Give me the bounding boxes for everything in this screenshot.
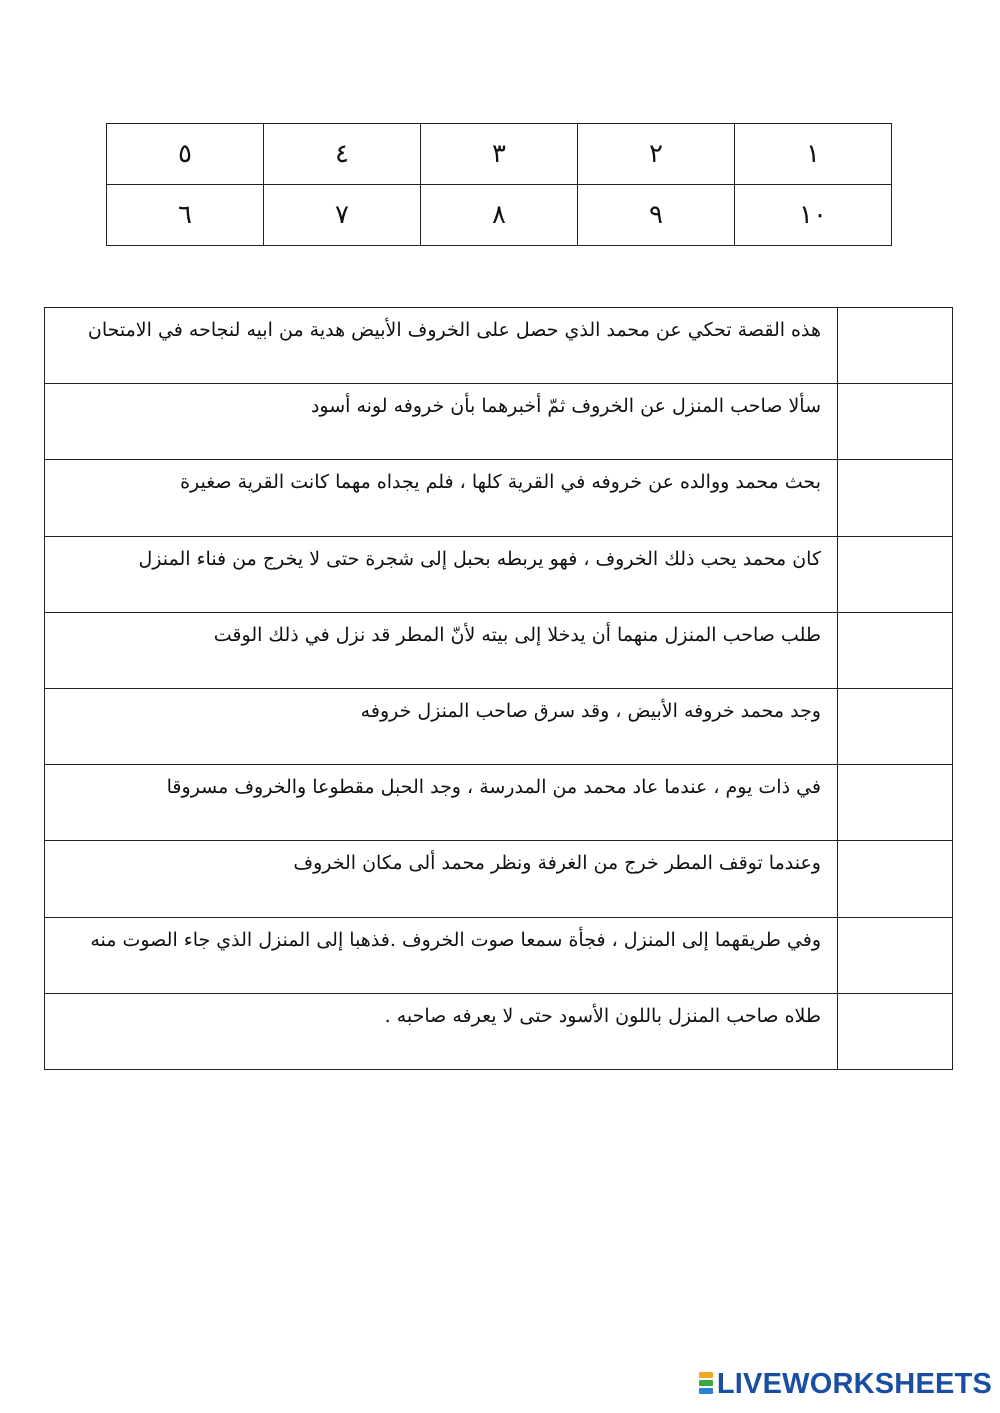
sentence-text: طلب صاحب المنزل منهما أن يدخلا إلى بيته لأنّ المطر قد نزل في ذلك الوقت — [45, 612, 838, 688]
number-grid — [106, 123, 892, 246]
liveworksheets-logo — [699, 1369, 992, 1399]
number-cell: ٩ — [578, 185, 735, 246]
number-cell: ٣ — [421, 124, 578, 185]
number-cell: ١٠ — [735, 185, 892, 246]
sentence-text: هذه القصة تحكي عن محمد الذي حصل على الخروف الأبيض هدية من ابيه لنجاحه في الامتحان — [45, 308, 838, 384]
sentence-row — [45, 308, 953, 384]
answer-box[interactable] — [838, 536, 953, 612]
sentence-ordering-table — [44, 307, 953, 1070]
sentence-row — [45, 688, 953, 764]
number-row-1 — [107, 124, 892, 185]
answer-box[interactable] — [838, 688, 953, 764]
sentence-row — [45, 993, 953, 1069]
number-cell: ٦ — [107, 185, 264, 246]
number-cell: ٧ — [264, 185, 421, 246]
sentence-text: في ذات يوم ، عندما عاد محمد من المدرسة ، وجد الحبل مقطوعا والخروف مسروقا — [45, 765, 838, 841]
logo-mark-icon — [699, 1372, 713, 1396]
number-cell: ٨ — [421, 185, 578, 246]
answer-box[interactable] — [838, 765, 953, 841]
sentence-row — [45, 536, 953, 612]
answer-box[interactable] — [838, 917, 953, 993]
number-cell: ١ — [735, 124, 892, 185]
sentence-row — [45, 460, 953, 536]
logo-text: LIVEWORKSHEETS — [716, 1367, 992, 1400]
sentence-row — [45, 384, 953, 460]
number-cell: ٥ — [107, 124, 264, 185]
number-row-2 — [107, 185, 892, 246]
answer-box[interactable] — [838, 841, 953, 917]
sentence-row — [45, 765, 953, 841]
sentence-row — [45, 917, 953, 993]
number-cell: ٢ — [578, 124, 735, 185]
sentence-text: طلاه صاحب المنزل باللون الأسود حتى لا يعرفه صاحبه . — [45, 993, 838, 1069]
answer-box[interactable] — [838, 612, 953, 688]
answer-box[interactable] — [838, 993, 953, 1069]
answer-box[interactable] — [838, 308, 953, 384]
answer-box[interactable] — [838, 384, 953, 460]
number-cell: ٤ — [264, 124, 421, 185]
sentence-text: سألا صاحب المنزل عن الخروف ثمّ أخبرهما بأن خروفه لونه أسود — [45, 384, 838, 460]
sentence-row — [45, 612, 953, 688]
sentence-text: وعندما توقف المطر خرج من الغرفة ونظر محمد ألى مكان الخروف — [45, 841, 838, 917]
sentence-text: كان محمد يحب ذلك الخروف ، فهو يربطه بحبل إلى شجرة حتى لا يخرج من فناء المنزل — [45, 536, 838, 612]
sentence-text: وجد محمد خروفه الأبيض ، وقد سرق صاحب المنزل خروفه — [45, 688, 838, 764]
sentence-text: وفي طريقهما إلى المنزل ، فجأة سمعا صوت الخروف .فذهبا إلى المنزل الذي جاء الصوت منه — [45, 917, 838, 993]
sentence-text: بحث محمد ووالده عن خروفه في القرية كلها ، فلم يجداه مهما كانت القرية صغيرة — [45, 460, 838, 536]
sentence-row — [45, 841, 953, 917]
answer-box[interactable] — [838, 460, 953, 536]
